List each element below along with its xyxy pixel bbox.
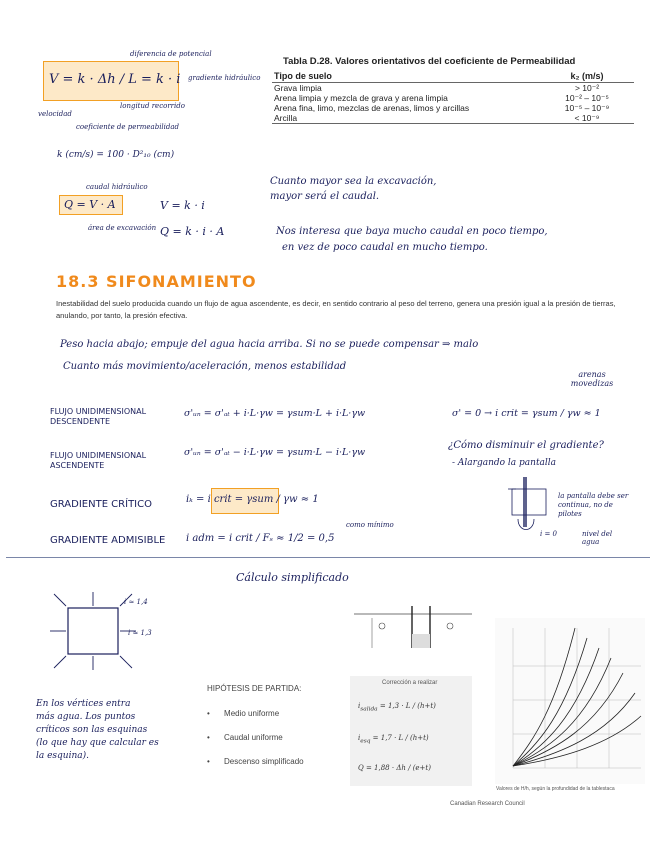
correction-formula-3: Q = 1,88 · Δh / (e+t) — [358, 764, 431, 772]
hypothesis-item: • Caudal uniforme — [207, 733, 283, 742]
middle-gradient: i ≈ 1,3 — [128, 629, 152, 637]
excavation-section-figure — [352, 600, 474, 662]
hypothesis-item: • Medio uniforme — [207, 709, 280, 718]
annotation-gradient: gradiente hidráulico — [188, 74, 261, 82]
correction-formula-1: $i_{salida} = 1,3 \cdot L / (h+t)$ — [358, 702, 436, 713]
darcy-formula: V = k · Δh / L = k · i — [49, 72, 181, 87]
note-line-2: mayor será el caudal. — [270, 191, 380, 202]
annotation-coefficient: coeficiente de permeabilidad — [76, 123, 180, 131]
note-line-3: Nos interesa que baya mucho caudal en poco tiempo, — [276, 226, 548, 237]
table-cell-soil: Arena fina, limo, mezclas de arenas, limos y arcillas — [274, 103, 470, 113]
table-cell-soil: Grava limpia — [274, 83, 322, 93]
zero-stress-equation: σ' = 0 → i crit = γsum / γw ≈ 1 — [452, 408, 601, 419]
table-cell-k: 10⁻² – 10⁻⁵ — [565, 93, 609, 103]
section-divider — [6, 557, 650, 558]
correction-title: Corrección a realizar — [382, 680, 438, 686]
table-cell-k: < 10⁻⁹ — [574, 113, 600, 123]
corner-gradient: i ≈ 1,4 — [124, 598, 148, 606]
correction-formula-2: $i_{esq} = 1,7 \cdot L / (h+t)$ — [358, 734, 429, 745]
admissible-note: como mínimo — [346, 521, 394, 529]
hand-note-weight: Peso hacia abajo; empuje del agua hacia arriba. Si no se puede compensar ⇒ malo — [60, 339, 479, 350]
water-level-note: nivel del agua — [582, 530, 613, 546]
note-line-1: Cuanto mayor sea la excavación, — [270, 176, 437, 187]
annotation-caudal: caudal hidráulico — [86, 183, 148, 191]
column-k: k₂ (m/s) — [540, 70, 634, 83]
screen-note: la pantalla debe ser continua, no de pilotes — [558, 492, 629, 518]
hypothesis-item: • Descenso simplificado — [207, 757, 304, 766]
admissible-gradient-equation: i adm = i crit / Fₛ ≈ 1/2 = 0,5 — [186, 533, 335, 544]
gradient-answer: - Alargando la pantalla — [452, 458, 557, 468]
table-header-row — [272, 70, 634, 83]
flow-equation: Q = k · i · A — [160, 225, 225, 238]
i-zero-label: i = 0 — [540, 530, 558, 538]
simplified-calc-title: Cálculo simplificado — [236, 571, 349, 584]
soil-block — [512, 489, 546, 515]
hand-note-stability: Cuanto más movimiento/aceleración, menos estabilidad — [63, 361, 347, 372]
annotation-area: área de excavación — [88, 224, 157, 232]
excavation-square — [68, 608, 118, 654]
table-cell-soil: Arena limpia y mezcla de grava y arena limpia — [274, 93, 448, 103]
critical-gradient-equation: iₖ = i crit = γsum / γw ≈ 1 — [186, 494, 319, 505]
annotation-velocity: velocidad — [38, 110, 72, 118]
note-line-4: en vez de poco caudal en mucho tiempo. — [282, 242, 488, 253]
table-cell-soil: Arcilla — [274, 113, 298, 123]
descending-flow-label: FLUJO UNIDIMENSIONAL DESCENDENTE — [50, 407, 147, 426]
admissible-gradient-label: GRADIENTE ADMISIBLE — [50, 535, 166, 546]
k-relation: k (cm/s) = 100 · D²₁₀ (cm) — [57, 150, 175, 160]
design-chart — [495, 618, 645, 784]
table-cell-k: 10⁻⁵ – 10⁻⁹ — [564, 103, 610, 113]
table-row — [272, 113, 634, 124]
flow-formula: Q = V · A — [64, 198, 116, 211]
annotation-potential: diferencia de potencial — [130, 50, 212, 58]
corner-note-3: críticos son las esquinas — [36, 725, 148, 735]
corner-note-4: (lo que hay que calcular es — [36, 738, 159, 748]
table-row — [272, 93, 634, 103]
column-soil: Tipo de suelo — [272, 70, 540, 83]
corner-note-1: En los vértices entra — [36, 699, 131, 709]
critical-gradient-label: GRADIENTE CRÍTICO — [50, 499, 152, 510]
chart-caption: Valores de H/h, según la profundidad de la tablestaca — [496, 786, 615, 792]
permeability-table — [272, 70, 634, 124]
hand-note-quicksand: arenas movedizas — [570, 370, 614, 388]
table-row — [272, 103, 634, 113]
ascending-flow-equation: σ'ᵤₙ = σ'ₐₜ − i·L·γw = γsum·L − i·L·γw — [184, 447, 366, 458]
gradient-question: ¿Cómo disminuir el gradiente? — [448, 440, 604, 451]
descending-flow-equation: σ'ᵤₙ = σ'ₐₜ + i·L·γw = γsum·L + i·L·γw — [184, 408, 366, 419]
hypothesis-title: HIPÓTESIS DE PARTIDA: — [207, 684, 302, 693]
permeability-table-caption: Tabla D.28. Valores orientativos del coeficiente de Permeabilidad — [283, 56, 576, 67]
annotation-length: longitud recorrido — [120, 102, 185, 110]
table-row — [272, 83, 634, 94]
section-paragraph: Inestabilidad del suelo producida cuando un flujo de agua ascendente, es decir, en sentido contrario al peso del terreno, genera una presión igual a la presión de tierras, anulando, por tanto, la presión efectiva. — [56, 299, 616, 320]
corner-note-5: la esquina). — [36, 751, 90, 761]
section-title: 18.3 SIFONAMIENTO — [56, 272, 257, 291]
ascending-flow-label: FLUJO UNIDIMENSIONAL ASCENDENTE — [50, 451, 147, 470]
corner-note-2: más agua. Los puntos — [36, 712, 136, 722]
source-credit: Canadian Research Council — [450, 801, 525, 807]
velocity-equation: V = k · i — [160, 199, 205, 212]
table-cell-k: > 10⁻² — [574, 83, 600, 93]
